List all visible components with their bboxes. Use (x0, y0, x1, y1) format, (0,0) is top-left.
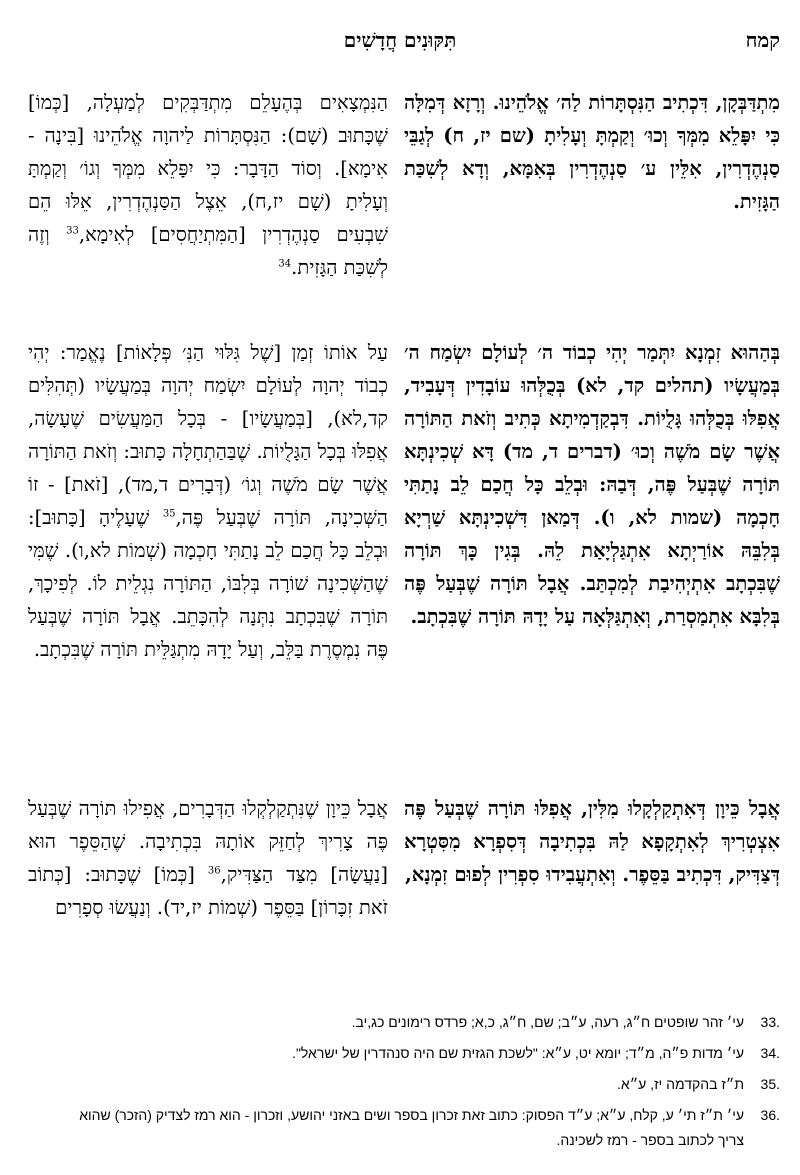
hebrew-translation-block-2 (28, 336, 388, 666)
translation-text: הַנִּמְצָאִים בְּהֶעָלֵם מִתְדַּבְּקִים לְמַעְלָה, [כְּמוֹ] שֶׁכָּתוּב (שָׁם): הַנִּסְתָּרוֹת לַיהוָה אֱלֹהֵינוּ [בִּינָה - אִימָא]. וְסוֹד הַדָּבָר: כִּי יִפָּלֵא מִמְּךָ וְגוֹ׳ וְקַמְתָּ וְעָלִיתָ (שָׁם יז,ח), אֵצֶל הַסַּנְהֶדְרִין, אֵלּוּ הֵם שִׁבְעִים סַנְהֶדְרִין [הַמִּתְיַחֲסִים] לְאִימָא, (28, 91, 388, 246)
footnote-34 (50, 1041, 780, 1066)
book-title: תִּקּוּנִים חֲדָשִׁים (343, 28, 457, 52)
footnote-number: 34. (760, 1045, 780, 1061)
hebrew-translation-block-3 (28, 792, 388, 924)
aramaic-block-2: בְּהַהוּא זִמְנָא יִתְּמַר יְהִי כְבוֹד ה׳ לְעוֹלָם יִשְׂמַח ה׳ בְּמַעֲשָׂיו (תהלים קד, לא) בְּכֻלְּהוּ עוֹבָדִין דְּעָבִיד, אֲפִלּוּ בְּכֻלְּהוּ גָּלֻיוֹת. דִּבְקַדְמִיתָא כְּתִיב וְזֹאת הַתּוֹרָה אֲשֶׁר שָׂם מֹשֶׁה וְכוּ׳ (דברים ד, מד) דָּא שְׁכִינְתָּא תּוֹרָה שֶׁבְּעַל פֶּה, דְּבַהּ: וּבְלֵב כָּל חֲכַם לֵב נָתַתִּי חָכְמָה (שמות לא, ו). דְּמַאן דִּשְׁכִינְתָּא שַׁרְיָא בְּלִבֵּהּ אוֹרַיְתָא אִתְגַּלְיָאַת לֵהּ. בְּגִין כָּךְ תּוֹרָה שֶׁבִּכְתָב אִתְיְהִיבַת לְמִכְתַּב. אֲבָל תּוֹרָה שֶׁבְּעַל פֶּה בְּלִבָּא אִתְמַסְרַת, וְאִתְגַּלְּאָה עַל יָדָהּ תּוֹרָה שֶׁבִּכְתָב. (404, 341, 780, 628)
footnote-text: עי׳ מדות פ״ה, מ״ד; יומא יט, ע״א: "לשכת הגזית שם היה סנהדרין של ישראל". (292, 1045, 744, 1061)
footnote-text: עי׳ ת״ז תי׳ ע, קלח, ע״א; ע״ד הפסוק: כתוב זאת זכרון בספר ושים באזני יהושע, וזכרון - הוא רמז לצדיק (הזכר) שהוא צריך לכתוב בספר - רמז לשכינה. (79, 1107, 744, 1148)
translation-text: שֶׁעָלֶיהָ [כָּתוּב]: וּבְלֵב כָּל חֲכַם לֵב נָתַתִּי חָכְמָה (שְׁמוֹת לא,ו). שֶׁמִּי שֶׁהַשְּׁכִינָה שׁוֹרָה בְּלִבּוֹ, הַתּוֹרָה נִגְלֵית לוֹ. לְפִיכָךְ, תּוֹרָה שֶׁבִּכְתָב נִתְּנָה לְהִכָּתֵב. אֲבָל תּוֹרָה שֶׁבְּעַל פֶּה נִמְסֶרֶת בַּלֵּב, וְעַל יָדָהּ מִתְגַּלֵּית תּוֹרָה שֶׁבִּכְתָב. (28, 506, 388, 661)
footnote-ref-34[interactable]: 34 (278, 258, 292, 270)
page-number: קמח (745, 28, 780, 52)
translation-text: אֲבָל כֵּיוָן שֶׁנִּתְקַלְקְלוּ הַדְּבָרִים, אֲפִילוּ תּוֹרָה שֶׁבְּעַל פֶּה צָרִיךְ לְחַזֵּק אוֹתָהּ בִּכְתִיבָה. שֶׁהַסֵּפֶר הוּא [נַעֲשָׂה] מִצַּד הַצַּדִּיק, (28, 797, 388, 886)
footnote-number: 36. (760, 1107, 780, 1123)
footnote-33 (50, 1010, 780, 1035)
translation-text: עַל אוֹתוֹ זְמַן [שֶׁל גִּלּוּי הַנִּ׳ פְּלָאוֹת] נֶאֱמַר: יְהִי כְבוֹד יְהוָה לְעוֹלָם יִשְׂמַח יְהוָה בְּמַעֲשָׂיו (תְּהִלִּים קד,לא), [בְּמַעֲשָׂיו] - בְּכָל הַמַּעֲשִׂים שֶׁעָשָׂה, אֲפִלּוּ בְּכָל הַגָּלֻיוֹת. שֶׁבַּהַתְחָלָה כָּתוּב: וְזֹאת הַתּוֹרָה אֲשֶׁר שָׂם מֹשֶׁה וְגוֹ׳ (דְּבָרִים ד,מד), [זֹאת] - זוֹ הַשְּׁכִינָה, תּוֹרָה שֶׁבְּעַל פֶּה, (28, 341, 389, 529)
footnote-ref-35[interactable]: 35 (162, 508, 176, 520)
aramaic-block-1: מִתְדַּבְּקָן, דִּכְתִיב הַנִּסְתָּרוֹת לַה׳ אֱלֹהֵינוּ. וְרָזָא דְּמִלָּה כִּי יִפָּלֵא מִמְּךָ וְכוּ׳ וְקַמְתָּ וְעָלִיתָ (שם יז, ח) לְגַבֵּי סַנְהֶדְרִין, אִלֵּין ע׳ סַנְהֶדְרִין בְּאִמָּא, וְדָא לְשִׁכַּת הַגָּזִית. (404, 91, 780, 213)
footnotes (50, 1010, 780, 1159)
footnote-ref-33[interactable]: 33 (66, 225, 79, 237)
aramaic-block-3: אֲבָל כֵּיוָן דְּאִתְקַלְקָלוּ מִלִּין, אֲפִלּוּ תּוֹרָה שֶׁבְּעַל פֶּה אִצְטְרִיךְ לְאִתְקָפָא לַהּ בִּכְתִיבָה דְּסִפְרָא מִסִּטְרָא דְּצַדִּיק, דִּכְתִיב בַּסֵּפֶר. וְאִתְעֲבִידוּ סִפְרִין לְפוּם זִמְנָא, (404, 797, 780, 886)
footnote-text: עי׳ זהר שופטים ח״ג, רעה, ע״ב; שם, ח״ג, כ,א; פרדס רימונים כג,יב. (351, 1014, 744, 1030)
footnote-36 (50, 1103, 780, 1153)
footnote-number: 35. (760, 1076, 780, 1092)
translation-text: [כְּמוֹ] שֶׁכָּתוּב: [כְּתוֹב זֹאת זִכָּרוֹן] בַּסֵּפֶר (שְׁמוֹת יז,יד). וְנַעֲשׂוּ סְפָרִים (28, 863, 388, 919)
hebrew-translation-block-1 (28, 86, 388, 284)
page-header (20, 28, 780, 58)
footnote-35 (50, 1072, 780, 1097)
footnote-ref-36[interactable]: 36 (207, 865, 221, 877)
translation-text: וְזֶה לְשִׁכַּת הַגָּזִית. (28, 223, 388, 279)
footnote-text: ת״ז בהקדמה יז, ע״א. (617, 1076, 744, 1092)
footnote-number: 33. (760, 1014, 780, 1030)
